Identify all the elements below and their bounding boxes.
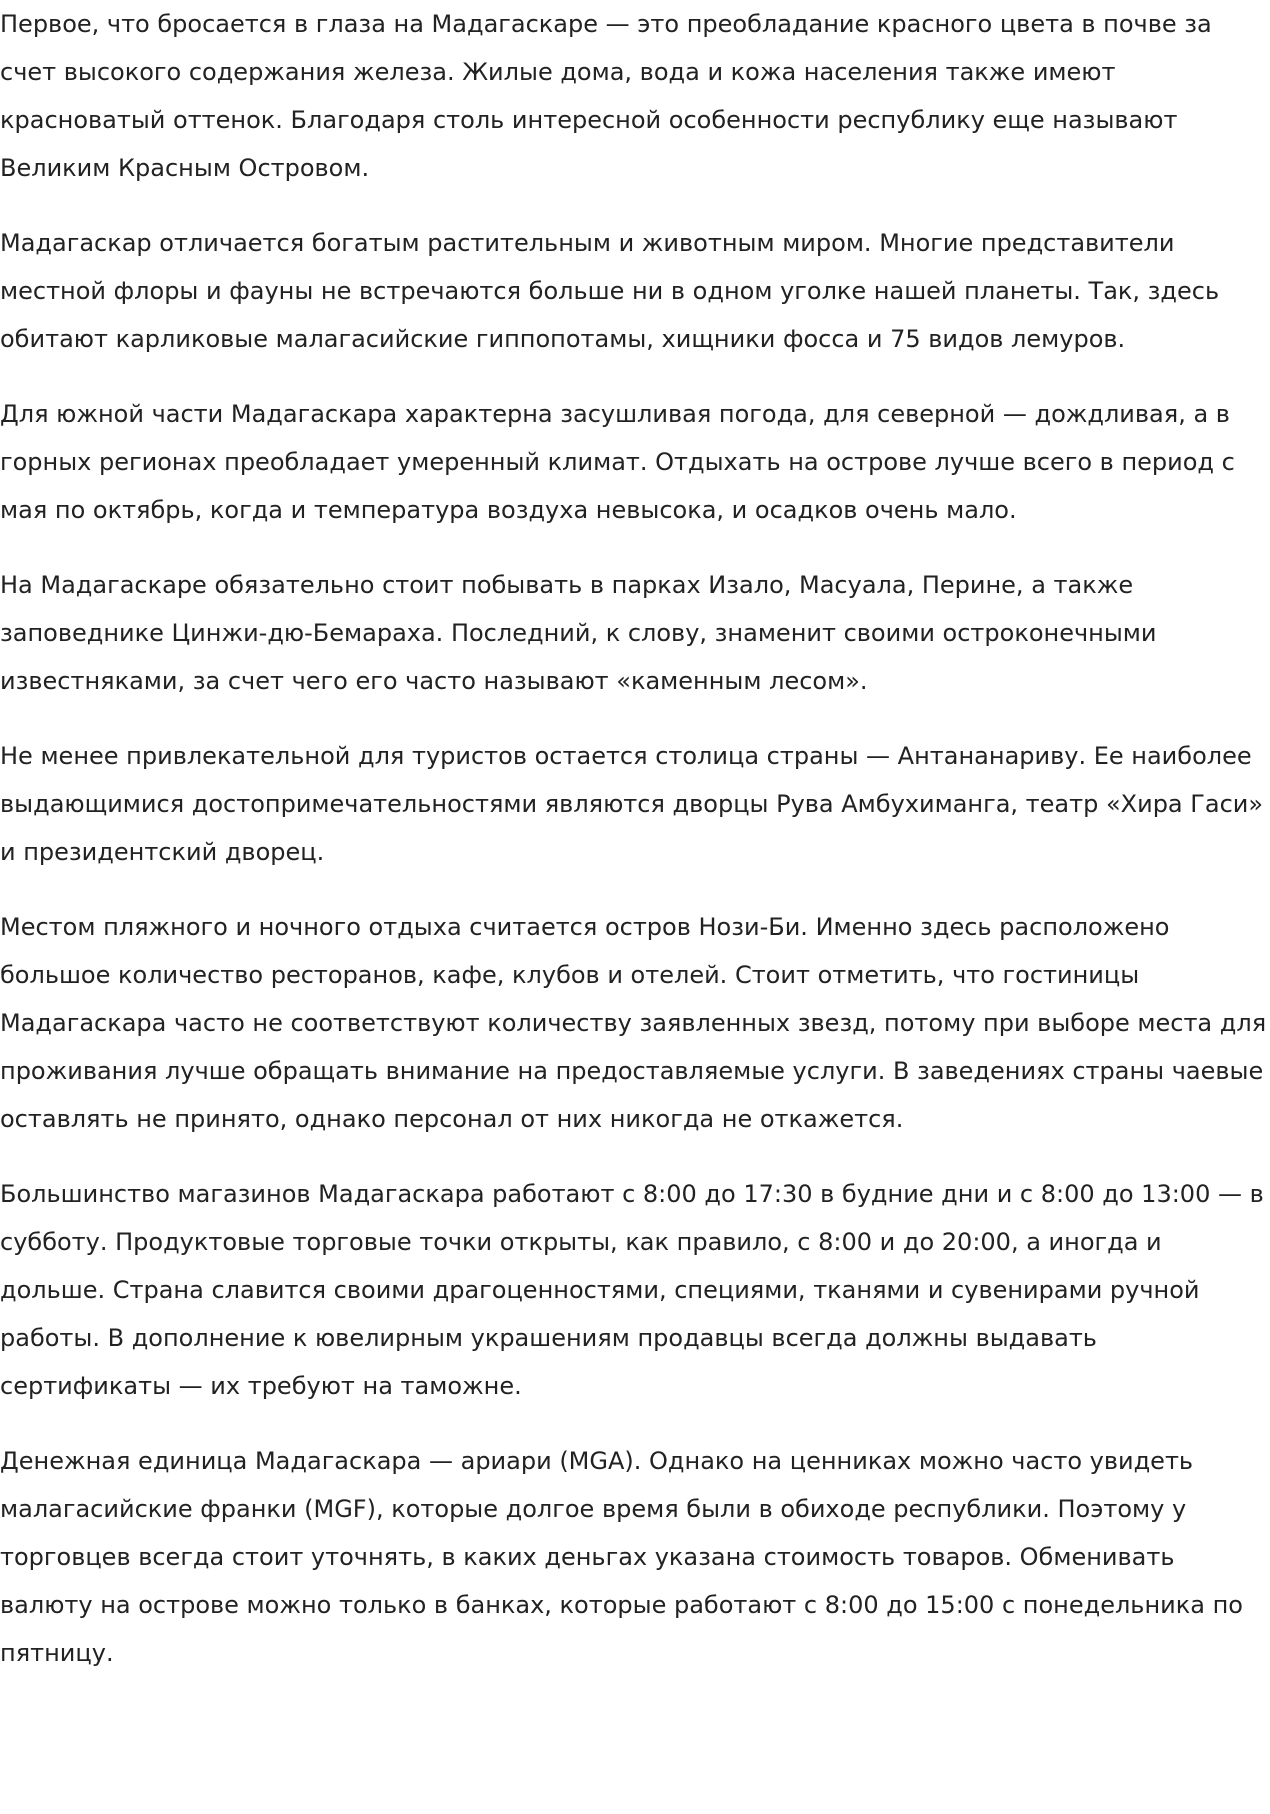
paragraph-capital: Не менее привлекательной для туристов остается столица страны — Антананариву. Ее наиболее выдающимися достопримечательностями являются дворцы Рува Амбухиманга, театр «Хира Гаси» и президентский дворец.	[0, 742, 1264, 866]
paragraph-red-island: Первое, что бросается в глаза на Мадагаскаре — это преобладание красного цвета в почве за счет высокого содержания железа. Жилые дома, вода и кожа населения также имеют красноватый оттенок. Благодаря столь интересной особенности республику еще называют Великим Красным Островом.	[0, 10, 1212, 182]
paragraph-shopping: Большинство магазинов Мадагаскара работают с 8:00 до 17:30 в будние дни и с 8:00 до 13:00 — в субботу. Продуктовые торговые точки открыты, как правило, с 8:00 и до 20:00, а иногда и дольше. Страна славится своими драгоценностями, специями, тканями и сувенирами ручной работы. В дополнение к ювелирным украшениям продавцы всегда должны выдавать сертификаты — их требуют на таможне.	[0, 1180, 1264, 1400]
paragraph-currency: Денежная единица Мадагаскара — ариари (MGA). Однако на ценниках можно часто увидеть малагасийские франки (MGF), которые долгое время были в обиходе республики. Поэтому у торговцев всегда стоит уточнять, в каких деньгах указана стоимость товаров. Обменивать валюту на острове можно только в банках, которые работают с 8:00 до 15:00 с понедельника по пятницу.	[0, 1447, 1243, 1667]
paragraph-nosy-be: Местом пляжного и ночного отдыха считается остров Нози-Би. Именно здесь расположено большое количество ресторанов, кафе, клубов и отелей. Стоит отметить, что гостиницы Мадагаскара часто не соответствуют количеству заявленных звезд, потому при выборе места для проживания лучше обращать внимание на предоставляемые услуги. В заведениях страны чаевые оставлять не принято, однако персонал от них никогда не откажется.	[0, 913, 1267, 1133]
paragraph-parks: На Мадагаскаре обязательно стоит побывать в парках Изало, Масуала, Перине, а также заповеднике Цинжи-дю-Бемараха. Последний, к слову, знаменит своими остроконечными известняками, за счет чего его часто называют «каменным лесом».	[0, 571, 1157, 695]
paragraph-flora-fauna: Мадагаскар отличается богатым растительным и животным миром. Многие представители местной флоры и фауны не встречаются больше ни в одном уголке нашей планеты. Так, здесь обитают карликовые малагасийские гиппопотамы, хищники фосса и 75 видов лемуров.	[0, 229, 1220, 353]
paragraph-climate: Для южной части Мадагаскара характерна засушливая погода, для северной — дождливая, а в горных регионах преобладает умеренный климат. Отдыхать на острове лучше всего в период с мая по октябрь, когда и температура воздуха невысока, и осадков очень мало.	[0, 400, 1235, 524]
